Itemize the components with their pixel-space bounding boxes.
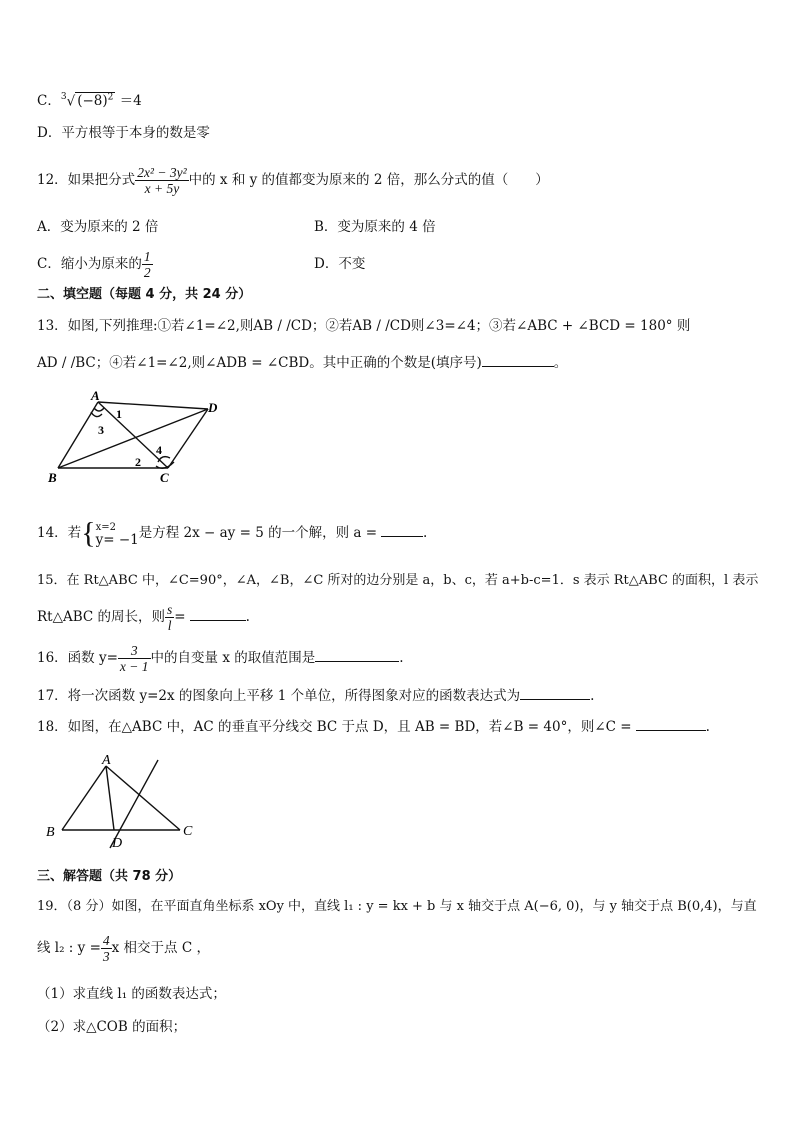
q12-option-b: B．变为原来的 4 倍	[314, 219, 436, 235]
q11-c-prefix: C．	[37, 93, 61, 109]
q16-answer-blank[interactable]	[315, 649, 399, 662]
q12-option-a: A．变为原来的 2 倍	[37, 219, 159, 235]
q18-text: 18．如图，在△ABC 中，AC 的垂直平分线交 BC 于点 D，且 AB = BD，若∠B = 40°，则∠C =	[37, 719, 632, 735]
q15-frac-num: s	[167, 602, 173, 617]
q11-option-d: D．平方根等于本身的数是零	[37, 125, 210, 141]
q11-option-c	[37, 88, 142, 110]
q19-line2-prefix: 线 l₂ : y =	[37, 940, 101, 956]
q14-suffix: 是方程 2x − ay = 5 的一个解，则 a =	[138, 525, 378, 541]
q14-row2: y= −1	[95, 531, 139, 548]
q18-label-a: A	[102, 753, 111, 768]
q12-frac-den: x + 5y	[144, 181, 180, 196]
q12-fraction	[135, 165, 188, 196]
q15-frac-den: l	[167, 618, 172, 633]
q12-c-prefix: C．缩小为原来的	[37, 256, 142, 272]
q13-line1: 13．如图,下列推理:①若∠1=∠2,则AB / /CD；②若AB / /CD则∠3=∠4；③若∠ABC + ∠BCD = 180° 则	[37, 318, 691, 334]
q11-c-index: 3	[60, 92, 67, 102]
q11-c-radicand: (−8)	[77, 93, 108, 109]
q13-answer-blank[interactable]	[482, 354, 554, 367]
q19-line2	[37, 928, 210, 968]
q13-angle-2: 2	[135, 455, 141, 469]
q15-prefix: Rt△ABC 的周长，则	[37, 609, 166, 625]
q12-c-num: 1	[143, 249, 151, 264]
q12-c-den: 2	[143, 265, 151, 280]
q12-c-fraction	[142, 249, 153, 280]
q12-stem	[37, 160, 549, 200]
q17-answer-blank[interactable]	[520, 687, 590, 700]
q16-fraction	[118, 643, 151, 674]
q11-c-result: ＝4	[119, 93, 142, 109]
q15-line1: 15．在 Rt△ABC 中，∠C=90°，∠A，∠B，∠C 所对的边分别是 a，b、c，若 a+b-c=1．s 表示 Rt△ABC 的面积，l 表示	[37, 573, 759, 588]
q18-stem	[37, 718, 710, 736]
q13-angle-3: 3	[98, 423, 104, 437]
q16-suffix: 中的自变量 x 的取值范围是	[150, 650, 316, 666]
q18-label-d: D	[112, 836, 123, 851]
q14-stem	[37, 516, 427, 550]
q13-label-a: A	[91, 390, 100, 403]
q13-line2-text: AD / /BC；④若∠1=∠2,则∠ADB = ∠CBD。其中正确的个数是(填序号)	[37, 355, 482, 371]
q15-end: .	[245, 609, 250, 625]
q19-frac-den: 3	[102, 949, 110, 964]
q14-end: .	[423, 525, 428, 541]
q15-answer-blank[interactable]	[190, 608, 246, 621]
q17-text: 17．将一次函数 y=2x 的图象向上平移 1 个单位，所得图象对应的函数表达式为	[37, 688, 521, 704]
q15-line2	[37, 598, 250, 636]
q17-end: .	[590, 688, 595, 704]
q14-row1: x=2	[95, 521, 116, 533]
q13-label-b: B	[48, 470, 57, 485]
q12-prefix: 12．如果把分式	[37, 172, 136, 188]
q18-answer-blank[interactable]	[636, 718, 706, 731]
q14-system	[96, 521, 139, 547]
q12-option-c	[37, 245, 153, 283]
q18-end: .	[705, 719, 710, 735]
q19-part1: （1）求直线 l₁ 的函数表达式；	[37, 986, 226, 1002]
q18-label-c: C	[183, 824, 193, 839]
q18-figure	[40, 750, 210, 854]
q16-end: .	[399, 650, 404, 666]
q15-fraction	[165, 602, 174, 633]
q16-prefix: 16．函数 y=	[37, 650, 118, 666]
q17-stem	[37, 687, 594, 705]
q16-stem	[37, 638, 404, 678]
q13-line2	[37, 354, 567, 372]
section-fill-in-heading: 二、填空题（每题 4 分，共 24 分）	[37, 287, 252, 302]
q19-line1: 19．（8 分）如图，在平面直角坐标系 xOy 中，直线 l₁ : y = kx + b 与 x 轴交于点 A(−6, 0)，与 y 轴交于点 B(0,4)，与直	[37, 899, 757, 914]
q19-part2: （2）求△COB 的面积；	[37, 1019, 187, 1035]
section-solve-heading: 三、解答题（共 78 分）	[37, 869, 182, 884]
q18-label-b: B	[46, 825, 55, 840]
q14-answer-blank[interactable]	[381, 524, 423, 537]
q14-prefix: 14．若	[37, 525, 82, 541]
q11-c-root: √ $(-8)^2$	[66, 92, 114, 109]
q15-eq: =	[174, 609, 186, 625]
q19-line2-suffix: x 相交于点 C ，	[111, 940, 210, 956]
q16-frac-num: 3	[118, 643, 151, 659]
q13-label-d: D	[208, 400, 218, 415]
q12-frac-num: 2x² − 3y²	[137, 165, 187, 180]
q13-label-c: C	[160, 470, 169, 485]
q13-angle-4: 4	[156, 443, 162, 457]
q19-frac-num: 4	[102, 933, 110, 948]
q13-angle-1: 1	[116, 407, 122, 421]
q13-figure	[36, 390, 236, 492]
q13-line2-end: 。	[553, 355, 568, 371]
q19-fraction	[101, 933, 112, 964]
q11-c-exp: 2	[107, 92, 114, 103]
q12-option-d: D．不变	[314, 256, 366, 272]
q12-suffix: 中的 x 和 y 的值都变为原来的 2 倍，那么分式的值（ ）	[188, 172, 549, 188]
q16-frac-den: x − 1	[119, 659, 149, 674]
q14-brace: {	[81, 516, 96, 550]
